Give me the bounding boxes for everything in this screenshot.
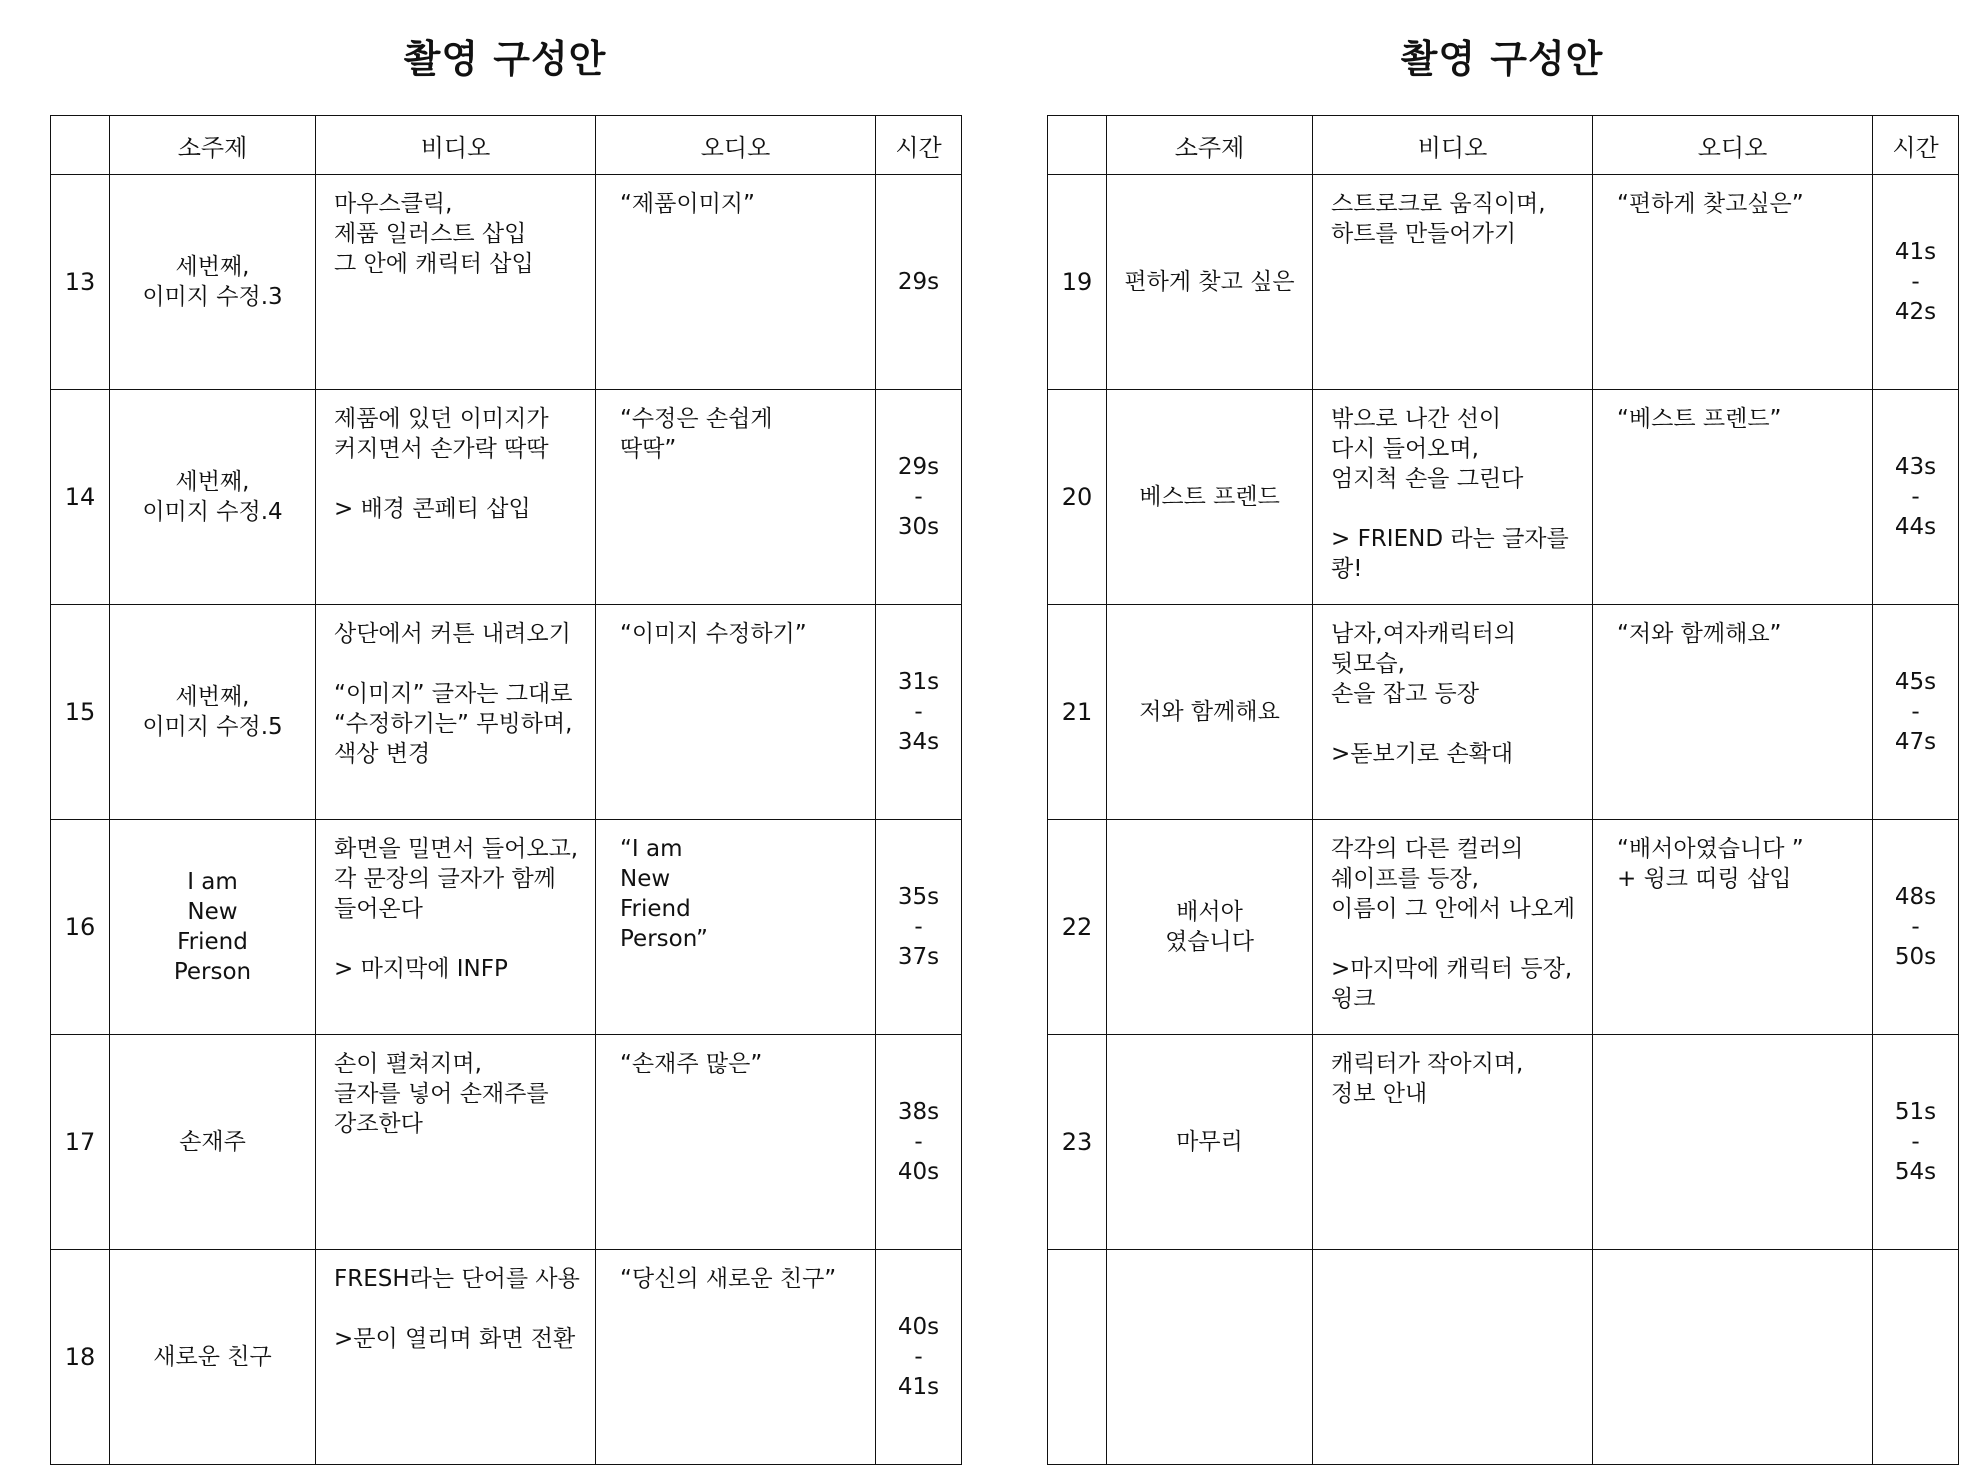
cell-video: 각각의 다른 컬러의 쉐이프를 등장, 이름이 그 안에서 나오게 >마지막에 캐릭터 등장, 윙크 bbox=[1313, 820, 1593, 1035]
table-row bbox=[1048, 390, 1959, 605]
cell-video: 스트로크로 움직이며, 하트를 만들어가기 bbox=[1313, 175, 1593, 390]
cell-video: FRESH라는 단어를 사용 >문이 열리며 화면 전환 bbox=[316, 1250, 596, 1465]
table-row bbox=[51, 820, 962, 1035]
cell-time: 29s - 30s bbox=[876, 390, 962, 605]
cell-num: 13 bbox=[51, 175, 110, 390]
cell-num: 19 bbox=[1048, 175, 1107, 390]
cell-audio: “배서아였습니다 ” + 윙크 띠링 삽입 bbox=[1593, 820, 1873, 1035]
cell-video: 남자,여자캐릭터의 뒷모습, 손을 잡고 등장 >돋보기로 손확대 bbox=[1313, 605, 1593, 820]
cell-topic: 손재주 bbox=[110, 1035, 316, 1250]
table-header-row bbox=[51, 116, 962, 175]
cell-num: 17 bbox=[51, 1035, 110, 1250]
cell-topic: 저와 함께해요 bbox=[1107, 605, 1313, 820]
storyboard-table bbox=[50, 115, 962, 1465]
cell-num: 20 bbox=[1048, 390, 1107, 605]
cell-time: 40s - 41s bbox=[876, 1250, 962, 1465]
header-topic: 소주제 bbox=[110, 116, 316, 175]
cell-video: 밖으로 나간 선이 다시 들어오며, 엄지척 손을 그린다 > FRIEND 라는 글자를 쾅! bbox=[1313, 390, 1593, 605]
cell-time: 35s - 37s bbox=[876, 820, 962, 1035]
cell-audio: “편하게 찾고싶은” bbox=[1593, 175, 1873, 390]
cell-time bbox=[1873, 1250, 1959, 1465]
cell-topic: 베스트 프렌드 bbox=[1107, 390, 1313, 605]
page-title: 촬영 구성안 bbox=[403, 37, 607, 81]
table-row bbox=[1048, 820, 1959, 1035]
header-audio: 오디오 bbox=[1593, 116, 1873, 175]
table-row bbox=[1048, 605, 1959, 820]
cell-audio: “베스트 프렌드” bbox=[1593, 390, 1873, 605]
cell-num bbox=[1048, 1250, 1107, 1465]
cell-time: 31s - 34s bbox=[876, 605, 962, 820]
table-row bbox=[51, 175, 962, 390]
header-time: 시간 bbox=[876, 116, 962, 175]
cell-num: 16 bbox=[51, 820, 110, 1035]
cell-time: 43s - 44s bbox=[1873, 390, 1959, 605]
cell-audio: “제품이미지” bbox=[596, 175, 876, 390]
cell-time: 51s - 54s bbox=[1873, 1035, 1959, 1250]
cell-topic: I am New Friend Person bbox=[110, 820, 316, 1035]
cell-topic: 세번째, 이미지 수정.3 bbox=[110, 175, 316, 390]
cell-audio: “손재주 많은” bbox=[596, 1035, 876, 1250]
cell-video: 손이 펼쳐지며, 글자를 넣어 손재주를 강조한다 bbox=[316, 1035, 596, 1250]
cell-num: 18 bbox=[51, 1250, 110, 1465]
header-num bbox=[51, 116, 110, 175]
header-video: 비디오 bbox=[316, 116, 596, 175]
storyboard-table bbox=[1047, 115, 1959, 1465]
cell-audio bbox=[1593, 1035, 1873, 1250]
table-row bbox=[51, 390, 962, 605]
cell-topic: 편하게 찾고 싶은 bbox=[1107, 175, 1313, 390]
table-row bbox=[51, 605, 962, 820]
cell-video: 화면을 밀면서 들어오고, 각 문장의 글자가 함께 들어온다 > 마지막에 INFP bbox=[316, 820, 596, 1035]
cell-num: 14 bbox=[51, 390, 110, 605]
cell-topic: 마무리 bbox=[1107, 1035, 1313, 1250]
cell-topic: 배서아 였습니다 bbox=[1107, 820, 1313, 1035]
table-row bbox=[51, 1035, 962, 1250]
header-topic: 소주제 bbox=[1107, 116, 1313, 175]
cell-num: 23 bbox=[1048, 1035, 1107, 1250]
header-time: 시간 bbox=[1873, 116, 1959, 175]
header-video: 비디오 bbox=[1313, 116, 1593, 175]
page-title: 촬영 구성안 bbox=[1400, 37, 1604, 81]
cell-time: 38s - 40s bbox=[876, 1035, 962, 1250]
cell-audio: “I am New Friend Person” bbox=[596, 820, 876, 1035]
cell-time: 41s - 42s bbox=[1873, 175, 1959, 390]
cell-topic: 새로운 친구 bbox=[110, 1250, 316, 1465]
table-row bbox=[1048, 1250, 1959, 1465]
cell-time: 29s bbox=[876, 175, 962, 390]
table-row bbox=[1048, 175, 1959, 390]
cell-video: 상단에서 커튼 내려오기 “이미지” 글자는 그대로 “수정하기는” 무빙하며, 색상 변경 bbox=[316, 605, 596, 820]
cell-video bbox=[1313, 1250, 1593, 1465]
cell-video: 마우스클릭, 제품 일러스트 삽입 그 안에 캐릭터 삽입 bbox=[316, 175, 596, 390]
header-audio: 오디오 bbox=[596, 116, 876, 175]
header-num bbox=[1048, 116, 1107, 175]
cell-num: 21 bbox=[1048, 605, 1107, 820]
cell-video: 제품에 있던 이미지가 커지면서 손가락 딱딱 > 배경 콘페티 삽입 bbox=[316, 390, 596, 605]
cell-topic: 세번째, 이미지 수정.5 bbox=[110, 605, 316, 820]
cell-audio: “이미지 수정하기” bbox=[596, 605, 876, 820]
cell-topic: 세번째, 이미지 수정.4 bbox=[110, 390, 316, 605]
table-header-row bbox=[1048, 116, 1959, 175]
cell-video: 캐릭터가 작아지며, 정보 안내 bbox=[1313, 1035, 1593, 1250]
cell-audio: “저와 함께해요” bbox=[1593, 605, 1873, 820]
cell-num: 15 bbox=[51, 605, 110, 820]
cell-audio: “수정은 손쉽게 딱딱” bbox=[596, 390, 876, 605]
cell-time: 45s - 47s bbox=[1873, 605, 1959, 820]
cell-time: 48s - 50s bbox=[1873, 820, 1959, 1035]
cell-topic bbox=[1107, 1250, 1313, 1465]
table-row bbox=[1048, 1035, 1959, 1250]
cell-num: 22 bbox=[1048, 820, 1107, 1035]
cell-audio bbox=[1593, 1250, 1873, 1465]
table-row bbox=[51, 1250, 962, 1465]
cell-audio: “당신의 새로운 친구” bbox=[596, 1250, 876, 1465]
